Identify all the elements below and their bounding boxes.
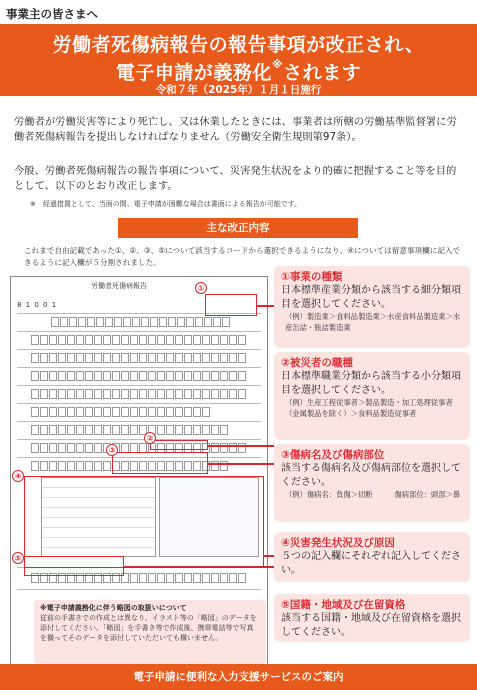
- sketch-note-body: 従前の手書きでの作成とは異なり、イラスト等の「略図」のデータを添付してください。「略図」を手書き等で作成後、携帯電話等で写真を撮ってそのデータを添付していただいても構いません。: [40, 614, 257, 642]
- callout-occupation: [274, 352, 470, 440]
- title-note-mark: ※: [271, 58, 284, 71]
- transition-note: ※ 経過措置として、当面の間、電子申請が困難な場合は書面による報告が可能です。: [30, 200, 302, 208]
- callout-body: ５つの記入欄にそれぞれ記入してください。: [281, 551, 461, 576]
- connector-1: [257, 305, 274, 307]
- title-banner: [0, 24, 477, 96]
- form-cells: [31, 371, 247, 381]
- highlight-box-5: [24, 556, 124, 576]
- badge-1: ①: [195, 282, 207, 294]
- section-title: 主な改正内容: [118, 218, 358, 238]
- highlight-box-4: [24, 476, 264, 568]
- sketch-note: [34, 600, 266, 664]
- intro-paragraph-2: 今般、労働者死傷病報告の報告事項について、災害発生状況をより的確に把握すること等を目的として、以下のとおり改正します。: [14, 165, 457, 192]
- intro-paragraph-1: 労働者が労働災害等により死亡し、又は休業したときには、事業者は所轄の労働基準監督署に労働者死傷病報告を提出しなければなりません（労働安全衛生規則第97条）。: [14, 116, 457, 143]
- callout-title: ③傷病名及び傷病部位: [281, 449, 385, 461]
- callout-body: 該当する傷病名及び傷病部位を選択してください。: [281, 463, 461, 488]
- sketch-note-title: ※電子申請義務化に伴う略図の取扱いについて: [40, 604, 187, 612]
- form-cells: [31, 335, 247, 345]
- callout-example: （例）傷病名：負傷＞切断 傷病部位：頭部＞鼻: [285, 490, 461, 499]
- callout-example: （例）生産工程従事者＞製品製造・加工処理従事者（金属製品を除く）＞食料品製造従事者: [285, 398, 453, 418]
- audience-label: 事業主の皆さまへ: [6, 7, 98, 21]
- callout-injury: [274, 444, 470, 522]
- title-line-2: 電子申請が義務化※されます: [115, 58, 362, 84]
- form-cells: [31, 353, 247, 363]
- support-service-link[interactable]: 電子申請に便利な入力支援サービスのご案内: [0, 664, 477, 690]
- callout-industry: [274, 266, 470, 348]
- badge-3: ③: [106, 444, 118, 456]
- callout-accident: [274, 532, 470, 582]
- highlight-box-1: [205, 294, 257, 316]
- callout-body: 該当する国籍・地域及び在留資格を選択してください。: [281, 613, 461, 638]
- form-title: 労働者死傷病報告: [91, 282, 147, 290]
- callout-title: ⑤国籍・地域及び在留資格: [281, 599, 406, 611]
- callout-title: ①事業の種類: [281, 271, 343, 283]
- form-cells: [31, 407, 211, 417]
- form-cells: [31, 389, 247, 399]
- title-line-1: 労働者死傷病報告の報告事項が改正され、: [52, 34, 425, 56]
- callout-example: （例）製造業＞食料品製造業＞水産食料品製造業＞水産缶詰・瓶詰製造業: [285, 312, 461, 332]
- connector-2: [208, 445, 274, 447]
- callout-title: ④災害発生状況及び原因: [281, 537, 395, 549]
- badge-2: ②: [144, 432, 156, 444]
- callout-nationality: [274, 594, 470, 642]
- connector-5: [124, 566, 274, 568]
- badge-5: ⑤: [12, 552, 24, 564]
- badge-4: ④: [12, 470, 24, 482]
- connector-3: [208, 463, 274, 465]
- effective-date: 令和７年（2025年）１月１日施行: [155, 84, 322, 96]
- form-cells: [51, 317, 231, 327]
- highlight-box-3: [112, 452, 208, 474]
- section-intro: これまで自由記載であった①、②、③、⑤について該当するコードから選択できるようになり、④については留意事項欄に記入できるように記入欄が５分割されました。: [24, 246, 461, 267]
- connector-4: [264, 555, 274, 557]
- form-line: [17, 589, 261, 597]
- callout-title: ②被災者の職種: [281, 357, 353, 369]
- highlight-box-2: [150, 440, 208, 450]
- form-code: 8 1 0 0 1: [17, 301, 58, 309]
- callout-body: 日本標準産業分類から該当する細分類項目を選択してください。: [281, 285, 461, 310]
- callout-body: 日本標準職業分類から該当する小分類項目を選択してください。: [281, 371, 461, 396]
- form-cells: [31, 425, 229, 435]
